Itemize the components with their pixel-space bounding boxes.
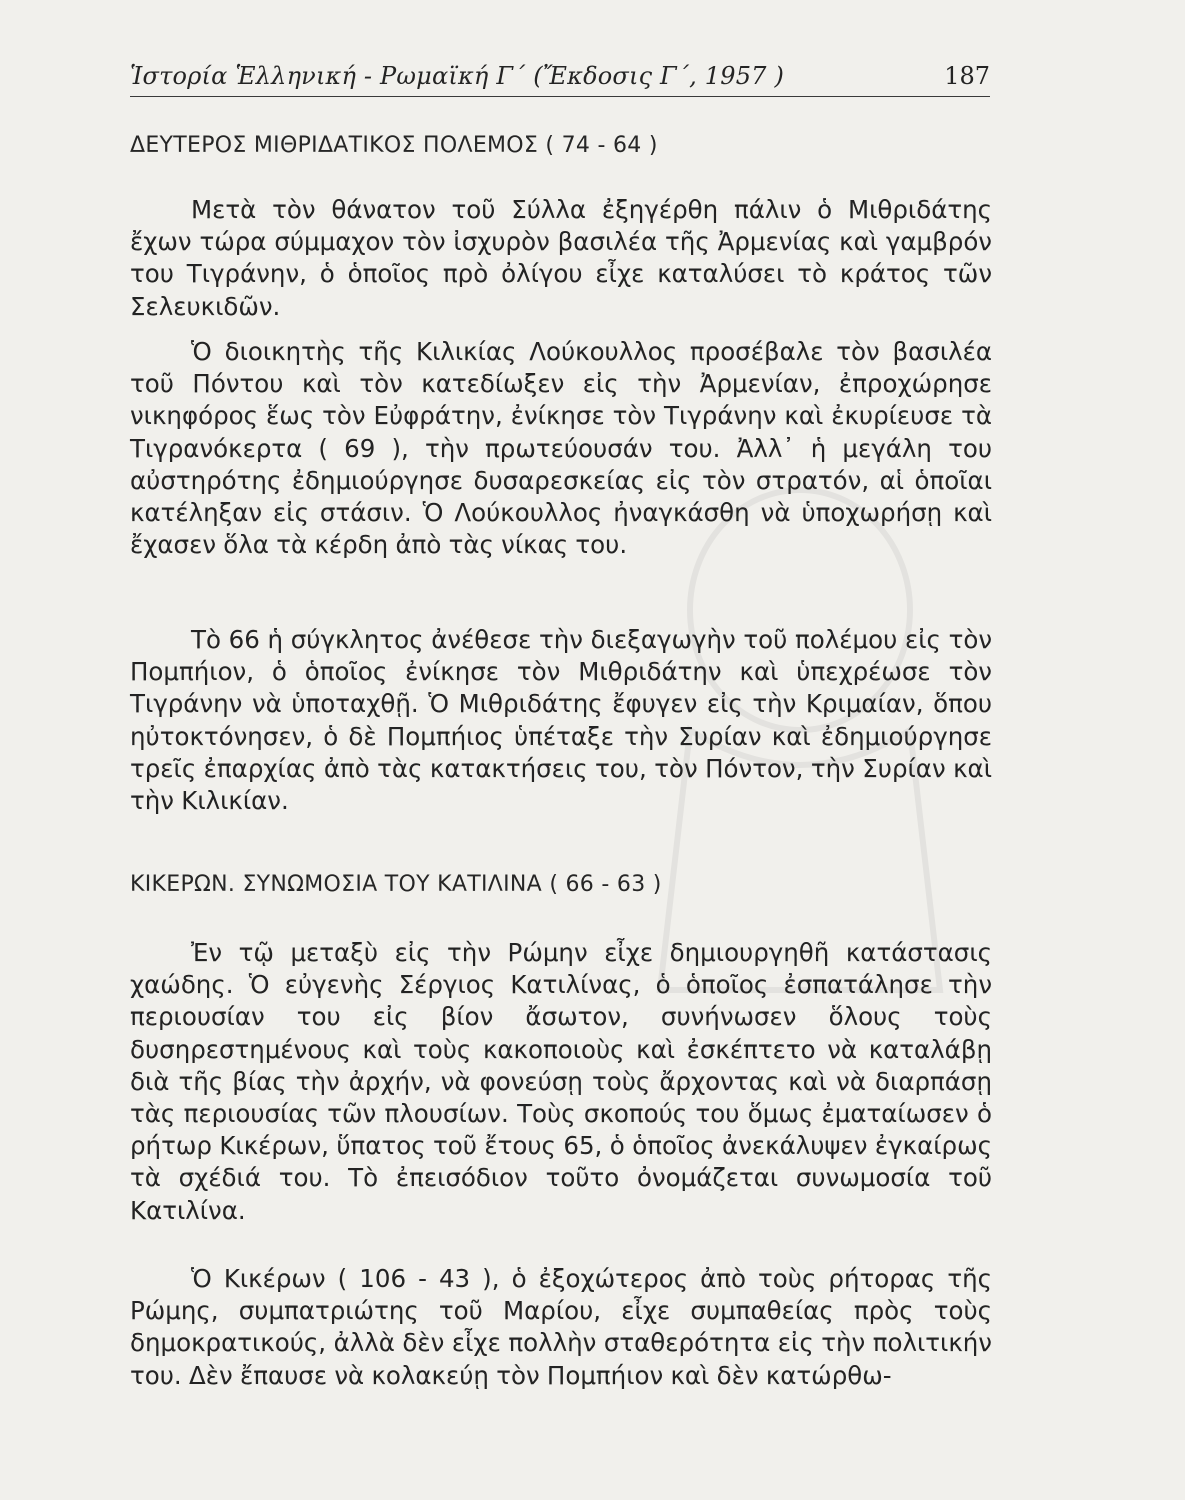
book-title: Ἱστορία Ἑλληνική - Ρωμαϊκή Γ΄ (Ἔκδοσις Γ΄, 1957 ) — [130, 62, 785, 90]
paragraph — [130, 1263, 992, 1392]
page-number: 187 — [944, 62, 990, 90]
running-header — [130, 60, 990, 97]
paragraph-text: Τὸ 66 ἡ σύγκλητος ἀνέθεσε τὴν διεξαγωγὴν τοῦ πολέμου εἰς τὸν Πομπήιον, ὁ ὁποῖος ἐνίκησε τὸν Μιθριδάτην καὶ ὑπεχρέωσε τὸν Τιγράνην νὰ ὑποταχθῇ. Ὁ Μιθριδάτης ἔφυγεν εἰς τὴν Κριμαίαν, ὅπου ηὐτοκτόνησεν, ὁ δὲ Πομπήιος ὑπέταξε τὴν Συρίαν καὶ ἐδημιούργησε τρεῖς ἐπαρχίας ἀπὸ τὰς κατακτήσεις του, τὸν Πόντον, τὴν Συρίαν καὶ τὴν Κιλικίαν. — [130, 625, 992, 816]
section-heading: ΔΕΥΤΕΡΟΣ ΜΙΘΡΙΔΑΤΙΚΟΣ ΠΟΛΕΜΟΣ ( 74 - 64 ) — [130, 133, 658, 158]
paragraph-text: Ὁ διοικητὴς τῆς Κιλικίας Λούκουλλος προσέβαλε τὸν βασιλέα τοῦ Πόντου καὶ τὸν κατεδίωξεν εἰς τὴν Ἀρμενίαν, ἐπροχώρησε νικηφόρος ἕως τὸν Εὐφράτην, ἐνίκησε τὸν Τιγράνην καὶ ἐκυρίευσε τὰ Τιγρανόκερτα ( 69 ), τὴν πρωτεύουσάν του. Ἀλλ᾽ ἡ μεγάλη του αὐστηρότης ἐδημιούργησε δυσαρεσκείας εἰς τὸν στρατόν, αἱ ὁποῖαι κατέληξαν εἰς στάσιν. Ὁ Λούκουλλος ἠναγκάσθη νὰ ὑποχωρήσῃ καὶ ἔχασεν ὅλα τὰ κέρδη ἀπὸ τὰς νίκας του. — [130, 337, 992, 560]
paragraph-text: Μετὰ τὸν θάνατον τοῦ Σύλλα ἐξηγέρθη πάλιν ὁ Μιθριδάτης ἔχων τώρα σύμμαχον τὸν ἰσχυρὸν βασιλέα τῆς Ἀρμενίας καὶ γαμβρόν του Τιγράνην, ὁ ὁποῖος πρὸ ὀλίγου εἶχε καταλύσει τὸ κράτος τῶν Σελευκιδῶν. — [130, 195, 992, 321]
paragraph-text: Ὁ Κικέρων ( 106 - 43 ), ὁ ἐξοχώτερος ἀπὸ τοὺς ρήτορας τῆς Ρώμης, συμπατριώτης τοῦ Μαρίου, εἶχε συμπαθείας πρὸς τοὺς δημοκρατικούς, ἀλλὰ δὲν εἶχε πολλὴν σταθερότητα εἰς τὴν πολιτικήν του. Δὲν ἔπαυσε νὰ κολακεύῃ τὸν Πομπήιον καὶ δὲν κατώρθω- — [130, 1264, 992, 1390]
paragraph — [130, 336, 992, 561]
paragraph-text: Ἐν τῷ μεταξὺ εἰς τὴν Ρώμην εἶχε δημιουργηθῆ κατάστασις χαώδης. Ὁ εὐγενὴς Σέργιος Κατιλίνας, ὁ ὁποῖος ἐσπατάλησε τὴν περιουσίαν του εἰς βίον ἄσωτον, συνήνωσεν ὅλους τοὺς δυσηρεστημένους καὶ τοὺς κακοποιοὺς καὶ ἐσκέπτετο νὰ καταλάβῃ διὰ τῆς βίας τὴν ἀρχήν, νὰ φονεύσῃ τοὺς ἄρχοντας καὶ νὰ διαρπάσῃ τὰς περιουσίας τῶν πλουσίων. Τοὺς σκοπούς του ὅμως ἐματαίωσεν ὁ ρήτωρ Κικέρων, ὕπατος τοῦ ἔτους 65, ὁ ὁποῖος ἀνεκάλυψεν ἐγκαίρως τὰ σχέδιά του. Τὸ ἐπεισόδιον τοῦτο ὀνομάζεται συνωμοσία τοῦ Κατιλίνα. — [130, 938, 992, 1225]
section-heading: ΚΙΚΕΡΩΝ. ΣΥΝΩΜΟΣΙΑ ΤΟΥ ΚΑΤΙΛΙΝΑ ( 66 - 63 ) — [130, 872, 662, 897]
paragraph — [130, 624, 992, 817]
paragraph — [130, 194, 992, 323]
paragraph — [130, 937, 992, 1227]
